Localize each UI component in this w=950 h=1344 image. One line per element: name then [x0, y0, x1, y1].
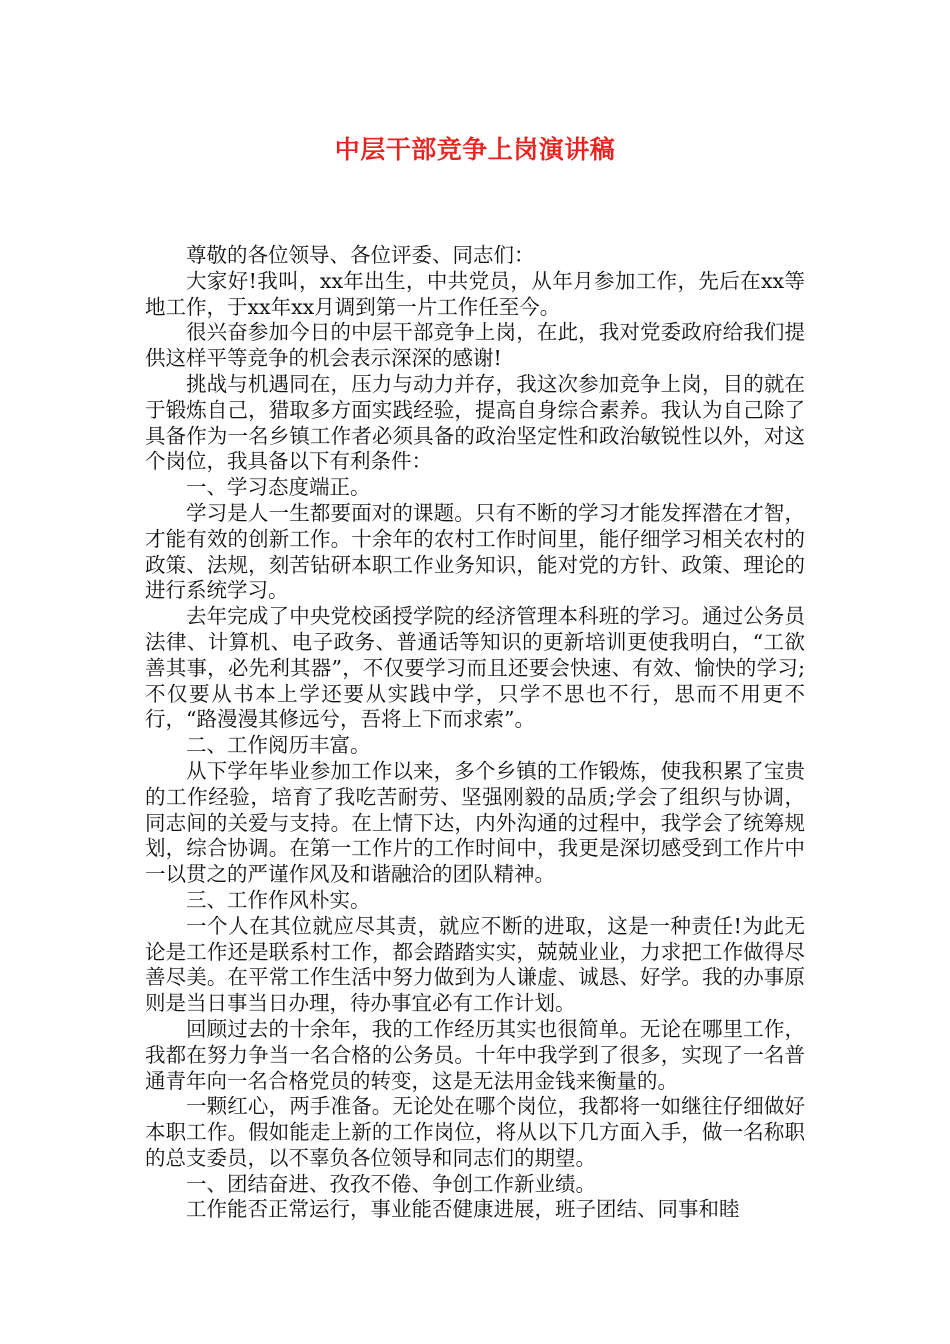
- paragraph: 去年完成了中央党校函授学院的经济管理本科班的学习。通过公务员法律、计算机、电子政务、普通话等知识的更新培训更使我明白，“工欲善其事，必先利其器”，不仅要学习而且还要会快速、有效、愉快的学习;不仅要从书本上学还要从实践中学，只学不思也不行，思而不用更不行，“路漫漫其修远兮，吾将上下而求索”。: [145, 604, 805, 732]
- paragraph: 工作能否正常运行，事业能否健康进展，班子团结、同事和睦: [186, 1197, 740, 1222]
- section-heading: 一、学习态度端正。: [186, 475, 371, 500]
- paragraph: 一个人在其位就应尽其责，就应不断的进取，这是一种责任!为此无论是工作还是联系村工作，都会踏踏实实，兢兢业业，力求把工作做得尽善尽美。在平常工作生活中努力做到为人谦虚、诚恳、好学。我的办事原则是当日事当日办理，待办事宜必有工作计划。: [145, 913, 805, 1016]
- document-title: 中层干部竞争上岗演讲稿: [334, 135, 616, 164]
- paragraph-motivation: 挑战与机遇同在，压力与动力并存，我这次参加竞争上岗，目的就在于锻炼自己，猎取多方面实践经验，提高自身综合素养。我认为自己除了具备作为一名乡镇工作者必须具备的政治坚定性和政治敏锐性以外，对这个岗位，我具备以下有利条件：: [145, 371, 805, 474]
- section-heading: 三、工作作风朴实。: [186, 887, 371, 912]
- section-heading: 一、团结奋进、孜孜不倦、争创工作新业绩。: [186, 1171, 596, 1196]
- paragraph: 从下学年毕业参加工作以来，多个乡镇的工作锻炼，使我积累了宝贵的工作经验，培育了我吃苦耐劳、坚强刚毅的品质;学会了组织与协调，同志间的关爱与支持。在上情下达，内外沟通的过程中，我学会了统筹规划，综合协调。在第一工作片的工作时间中，我更是深切感受到工作片中一以贯之的严谨作风及和谐融洽的团队精神。: [145, 758, 805, 887]
- paragraph-salutation: 尊敬的各位领导、各位评委、同志们：: [186, 243, 535, 267]
- paragraph: 回顾过去的十余年，我的工作经历其实也很简单。无论在哪里工作，我都在努力争当一名合格的公务员。十年中我学到了很多，实现了一名普通青年向一名合格党员的转变，这是无法用金钱来衡量的。: [145, 1016, 805, 1093]
- paragraph-thanks: 很兴奋参加今日的中层干部竞争上岗，在此，我对党委政府给我们提供这样平等竞争的机会表示深深的感谢!: [145, 320, 805, 371]
- paragraph: 学习是人一生都要面对的课题。只有不断的学习才能发挥潜在才智，才能有效的创新工作。十余年的农村工作时间里，能仔细学习相关农村的政策、法规，刻苦钻研本职工作业务知识，能对党的方针、政策、理论的进行系统学习。: [145, 500, 805, 603]
- paragraph-greeting: 大家好!我叫，xx年出生，中共党员，从年月参加工作，先后在xx等地工作，于xx年xx月调到第一片工作任至今。: [145, 268, 805, 319]
- paragraph: 一颗红心，两手准备。无论处在哪个岗位，我都将一如继往仔细做好本职工作。假如能走上新的工作岗位，将从以下几方面入手，做一名称职的总支委员，以不辜负各位领导和同志们的期望。: [145, 1094, 805, 1170]
- document-body: [145, 243, 805, 1223]
- section-heading: 二、工作阅历丰富。: [186, 733, 371, 758]
